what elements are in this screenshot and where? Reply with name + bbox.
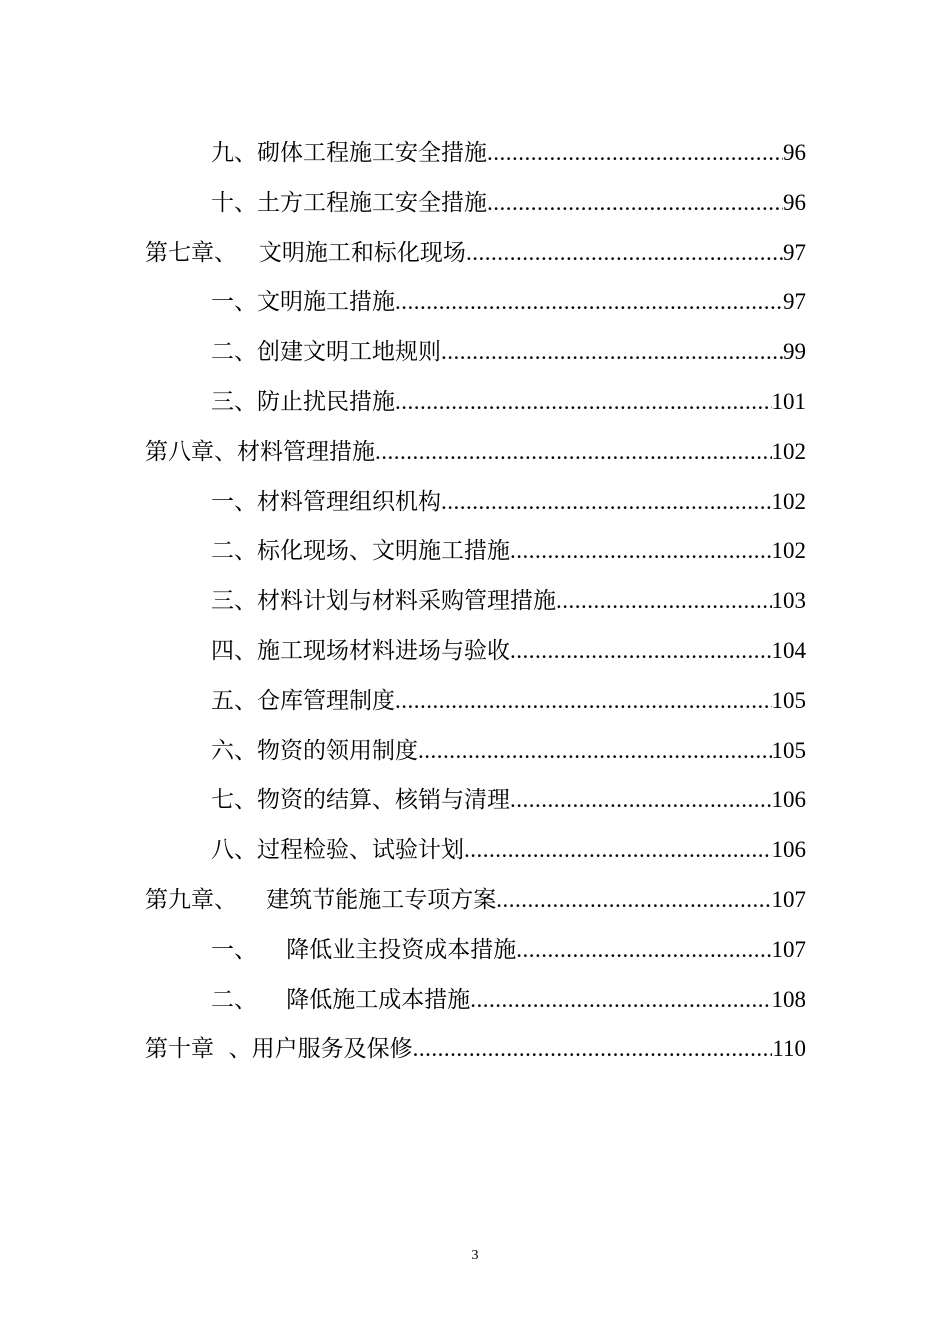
toc-entry[interactable]: [145, 726, 806, 776]
toc-dot-leader: [395, 277, 783, 327]
toc-entry-page: 97: [783, 239, 806, 265]
toc-entry-title: 第七章、 文明施工和标化现场: [145, 239, 466, 266]
toc-dot-leader: [516, 925, 771, 975]
toc-entry-title: 二、创建文明工地规则: [211, 339, 441, 366]
toc-entry-page: 102: [771, 538, 806, 564]
toc-dot-leader: [470, 975, 771, 1025]
toc-entry-title: 第八章、材料管理措施: [145, 438, 375, 465]
toc-dot-leader: [487, 178, 783, 228]
toc-chapter-entry[interactable]: [145, 875, 806, 925]
toc-entry-title: 五、仓库管理制度: [211, 687, 395, 714]
toc-entry-page: 99: [783, 339, 806, 365]
toc-entry-page: 110: [772, 1036, 806, 1062]
toc-entry-page: 96: [783, 140, 806, 165]
toc-chapter-entry[interactable]: [145, 228, 806, 278]
toc-dot-leader: [510, 775, 772, 825]
toc-entry[interactable]: [145, 576, 806, 626]
toc-entry[interactable]: [145, 626, 806, 676]
toc-entry-page: 103: [771, 588, 806, 614]
toc-entry-page: 101: [771, 388, 806, 414]
toc-dot-leader: [464, 825, 772, 875]
toc-entry-title: 第十章 、用户服务及保修: [145, 1036, 413, 1063]
toc-dot-leader: [487, 128, 783, 178]
toc-entry-page: 108: [771, 986, 806, 1012]
toc-entry[interactable]: [145, 825, 806, 875]
toc-entry-page: 102: [771, 438, 806, 464]
toc-entry-title: 六、物资的领用制度: [211, 737, 418, 764]
toc-entry[interactable]: [145, 277, 806, 327]
toc-entry-title: 八、过程检验、试验计划: [211, 837, 464, 864]
toc-entry-page: 106: [771, 837, 806, 863]
toc-entry-title: 一、文明施工措施: [211, 289, 395, 316]
toc-entry[interactable]: [145, 775, 806, 825]
toc-entry[interactable]: [145, 327, 806, 377]
toc-entry-title: 九、砌体工程施工安全措施: [211, 140, 487, 166]
toc-chapter-entry[interactable]: [145, 427, 806, 477]
toc-chapter-entry[interactable]: [145, 1024, 806, 1074]
toc-dot-leader: [441, 327, 783, 377]
toc-entry-page: 107: [771, 936, 806, 962]
toc-entry-title: 一、材料管理组织机构: [211, 488, 441, 515]
toc-entry-title: 一、 降低业主投资成本措施: [211, 936, 517, 963]
toc-entry-page: 102: [771, 488, 806, 514]
toc-entry[interactable]: [145, 975, 806, 1025]
toc-entry-page: 96: [783, 189, 806, 215]
table-of-contents: [145, 128, 806, 1074]
toc-dot-leader: [418, 726, 772, 776]
toc-dot-leader: [556, 576, 772, 626]
toc-dot-leader: [413, 1024, 773, 1074]
toc-dot-leader: [395, 676, 772, 726]
toc-entry[interactable]: [145, 477, 806, 527]
toc-entry[interactable]: [145, 128, 806, 178]
toc-dot-leader: [510, 526, 772, 576]
toc-dot-leader: [496, 875, 771, 925]
toc-entry-page: 105: [771, 687, 806, 713]
toc-entry-title: 七、物资的结算、核销与清理: [211, 787, 510, 814]
toc-entry[interactable]: [145, 925, 806, 975]
toc-entry-page: 105: [771, 737, 806, 763]
toc-entry-page: 104: [771, 637, 806, 663]
toc-entry-title: 二、标化现场、文明施工措施: [211, 538, 510, 565]
toc-entry-title: 四、施工现场材料进场与验收: [211, 637, 510, 664]
toc-entry[interactable]: [145, 526, 806, 576]
toc-dot-leader: [441, 477, 772, 527]
toc-dot-leader: [510, 626, 772, 676]
toc-entry-title: 第九章、 建筑节能施工专项方案: [145, 886, 497, 913]
toc-entry-page: 97: [783, 289, 806, 315]
toc-entry-title: 十、土方工程施工安全措施: [211, 189, 487, 216]
toc-entry-title: 二、 降低施工成本措施: [211, 986, 471, 1013]
toc-entry[interactable]: [145, 676, 806, 726]
toc-entry-page: 107: [771, 886, 806, 912]
toc-entry-title: 三、防止扰民措施: [211, 388, 395, 415]
toc-entry-title: 三、材料计划与材料采购管理措施: [211, 588, 556, 615]
toc-dot-leader: [466, 228, 783, 278]
page-number: 3: [471, 1248, 479, 1263]
toc-entry[interactable]: [145, 377, 806, 427]
toc-entry-page: 106: [771, 787, 806, 813]
toc-dot-leader: [375, 427, 772, 477]
toc-entry[interactable]: [145, 178, 806, 228]
toc-dot-leader: [395, 377, 772, 427]
